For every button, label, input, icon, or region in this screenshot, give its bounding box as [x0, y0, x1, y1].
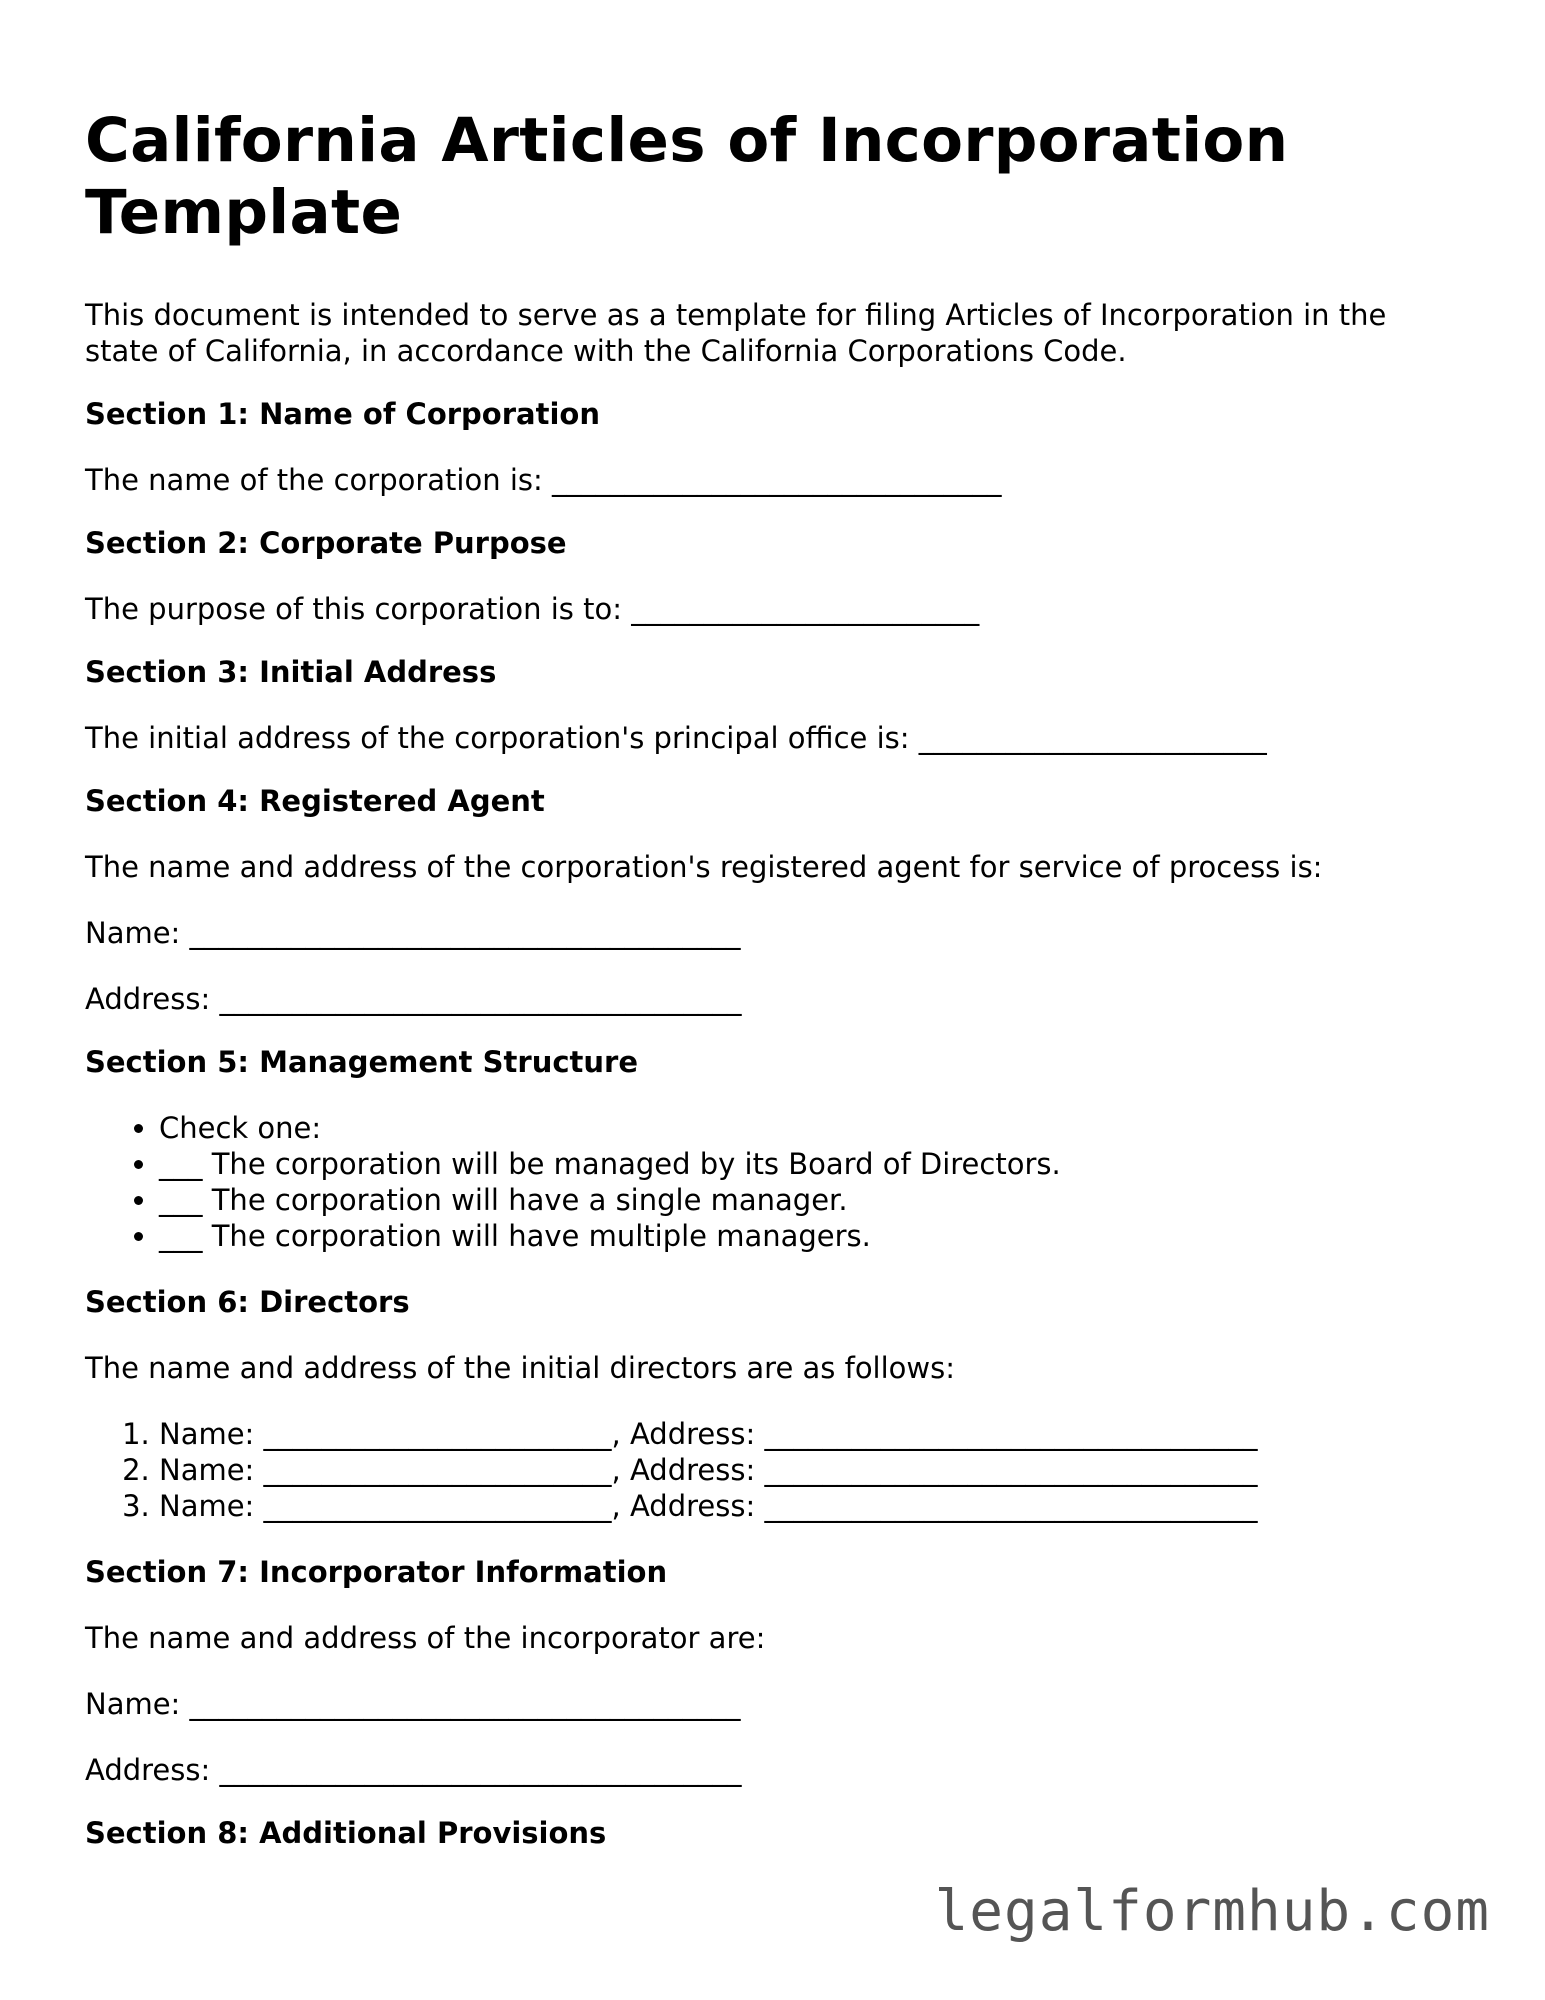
document-page: [85, 0, 1465, 1851]
initial-address-field: The initial address of the corporation's principal office is: ________________________: [85, 721, 1267, 755]
management-options-list: [85, 1110, 1465, 1254]
list-item: • ___ The corporation will have multiple managers.: [159, 1218, 1465, 1254]
section-8-title: Section 8: Additional Provisions: [85, 1816, 607, 1850]
directors-list: [85, 1416, 1465, 1524]
list-item: 2. Name: ________________________, Address: __________________________________: [159, 1452, 1465, 1488]
intro-paragraph: This document is intended to serve as a template for filing Articles of Incorporation in the state of California, in accordance with the California Corporations Code.: [85, 298, 1387, 368]
incorporator-name-field: Name: ______________________________________: [85, 1687, 741, 1721]
registered-agent-name-field: Name: ______________________________________: [85, 916, 741, 950]
registered-agent-address-field: Address: ____________________________________: [85, 982, 742, 1016]
list-item: • ___ The corporation will have a single manager.: [159, 1182, 1465, 1218]
document-title: California Articles of Incorporation Template: [85, 105, 1289, 248]
list-item: • ___ The corporation will be managed by its Board of Directors.: [159, 1146, 1465, 1182]
corporation-name-field: The name of the corporation is: _______________________________: [85, 463, 1002, 497]
section-7-title: Section 7: Incorporator Information: [85, 1555, 668, 1589]
directors-intro: The name and address of the initial directors are as follows:: [85, 1351, 956, 1385]
corporate-purpose-field: The purpose of this corporation is to: ________________________: [85, 592, 980, 626]
registered-agent-intro: The name and address of the corporation's registered agent for service of process is:: [85, 850, 1323, 884]
section-6-title: Section 6: Directors: [85, 1285, 410, 1319]
incorporator-address-field: Address: ____________________________________: [85, 1753, 742, 1787]
list-item: • Check one:: [159, 1110, 1465, 1146]
list-item: 3. Name: ________________________, Address: __________________________________: [159, 1488, 1465, 1524]
section-4-title: Section 4: Registered Agent: [85, 784, 545, 818]
section-5-title: Section 5: Management Structure: [85, 1045, 639, 1079]
list-item: 1. Name: ________________________, Address: __________________________________: [159, 1416, 1465, 1452]
incorporator-intro: The name and address of the incorporator are:: [85, 1621, 766, 1655]
section-1-title: Section 1: Name of Corporation: [85, 397, 600, 431]
watermark: legalformhub.com: [934, 1879, 1490, 1944]
section-2-title: Section 2: Corporate Purpose: [85, 526, 567, 560]
section-3-title: Section 3: Initial Address: [85, 655, 497, 689]
